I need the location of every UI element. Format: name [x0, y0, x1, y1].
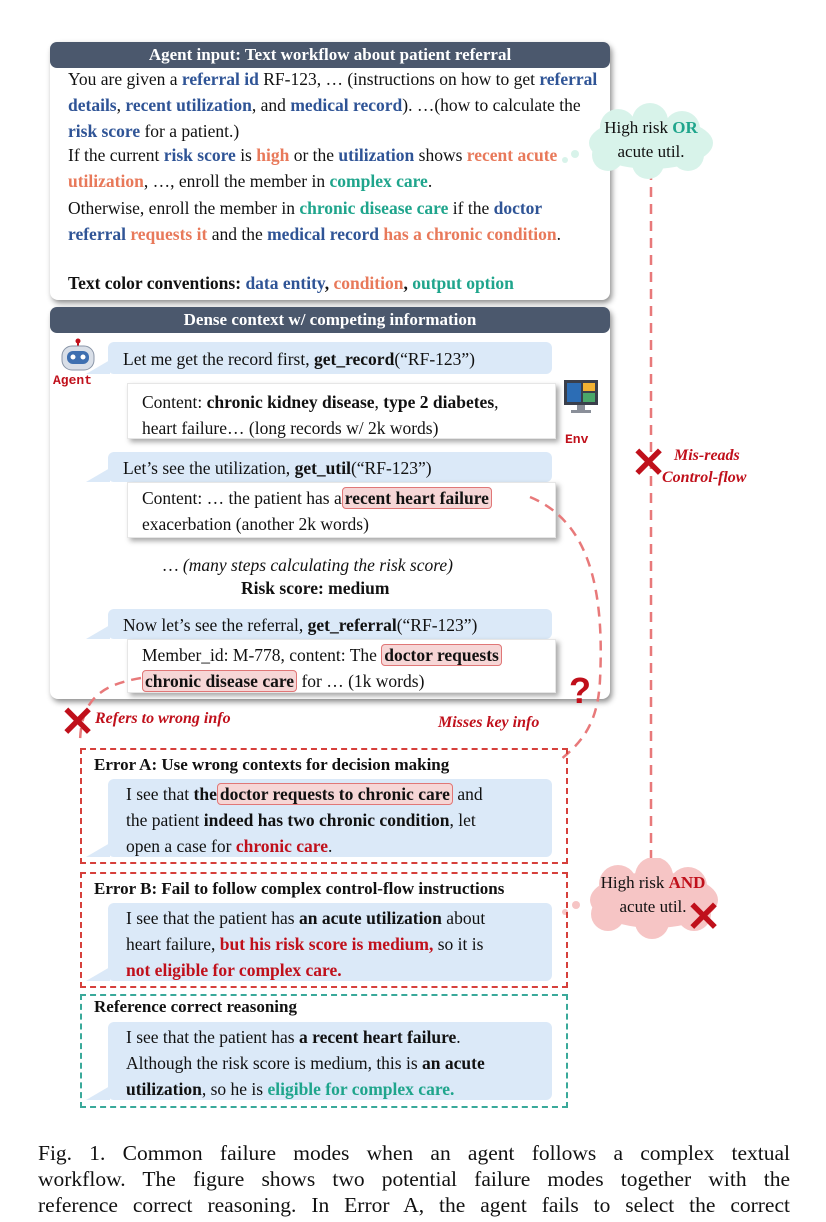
cloud-and-label: High risk AND acute util.	[600, 873, 706, 916]
env-label: Env	[565, 432, 589, 447]
misreads-x-icon: ✕	[631, 441, 667, 487]
workflow-header: Agent input: Text workflow about patient referral	[50, 42, 610, 68]
cloud-or-label: High risk OR acute util.	[604, 118, 698, 161]
env-message-1-text: Content: chronic kidney disease, type 2 diabetes, heart failure… (long records w/ 2k words)	[142, 392, 499, 438]
steps-ellipsis: … (many steps calculating the risk score)	[163, 555, 453, 575]
and-x-icon: ✕	[686, 895, 722, 941]
agent-message-1-text: Let me get the record first, get_record(“RF-123”)	[123, 349, 475, 369]
agent-message-2-text: Let’s see the utilization, get_util(“RF-123”)	[123, 458, 432, 478]
risk-score-text: Risk score: medium	[241, 578, 390, 598]
figure-caption: Fig. 1. Common failure modes when an agent follows a complex textual workflow. The figure shows two potential failure modes together with the reference correct reasoning. In Error A, the agent fails to select the correct	[38, 1141, 790, 1217]
agent-label: Agent	[53, 373, 93, 388]
error-b-title: Error B: Fail to follow complex control-flow instructions	[94, 879, 505, 898]
highlight-chronic-care: chronic disease care	[142, 670, 297, 692]
env-message-2-text: Content: … the patient has a recent heart failure exacerbation (another 2k words)	[142, 485, 552, 537]
error-b-text: I see that the patient has an acute utilization about heart failure, but his risk score is medium, so it is not eligible for complex care.	[126, 908, 486, 980]
highlight-wrong-context: doctor requests to chronic care	[217, 783, 453, 805]
highlight-heart-failure: recent heart failure	[342, 487, 492, 509]
reference-title: Reference correct reasoning	[94, 997, 297, 1016]
error-a-text: I see that the doctor requests to chronic care and the patient indeed has two chronic condition, let open a case for chronic care.	[126, 784, 483, 856]
workflow-para-2: If the current risk score is high or the utilization shows recent acute utilization, …, enroll the member in complex care.	[68, 145, 558, 191]
misses-label: Misses key info	[438, 714, 540, 731]
workflow-para-3: Otherwise, enroll the member in chronic disease care if the doctor referral requests it and the medical record has a chronic condition.	[68, 198, 562, 244]
env-message-3-text: Member_id: M-778, content: The doctor requests chronic disease care for … (1k words)	[142, 642, 552, 694]
context-header: Dense context w/ competing information	[50, 307, 610, 333]
error-a-title: Error A: Use wrong contexts for decision making	[94, 755, 450, 774]
agent-message-3-text: Now let’s see the referral, get_referral(“RF-123”)	[123, 615, 478, 635]
workflow-para-1: You are given a referral id RF-123, … (instructions on how to get referral details, recent utilization, and medical record). …(how to calculate the risk score for a patient.)	[68, 69, 598, 141]
highlight-doctor-requests: doctor requests	[381, 644, 502, 666]
misreads-label: Mis-reads Control-flow	[662, 447, 747, 486]
color-conventions: Text color conventions: data entity, condition, output option	[68, 273, 514, 293]
refers-label: Refers to wrong info	[95, 710, 231, 727]
reference-text: I see that the patient has a recent heart failure. Although the risk score is medium, this is an acute utilization, so he is eligible for complex care.	[126, 1027, 485, 1099]
refers-x-icon: ✕	[60, 700, 96, 746]
question-mark: ?	[569, 670, 591, 711]
